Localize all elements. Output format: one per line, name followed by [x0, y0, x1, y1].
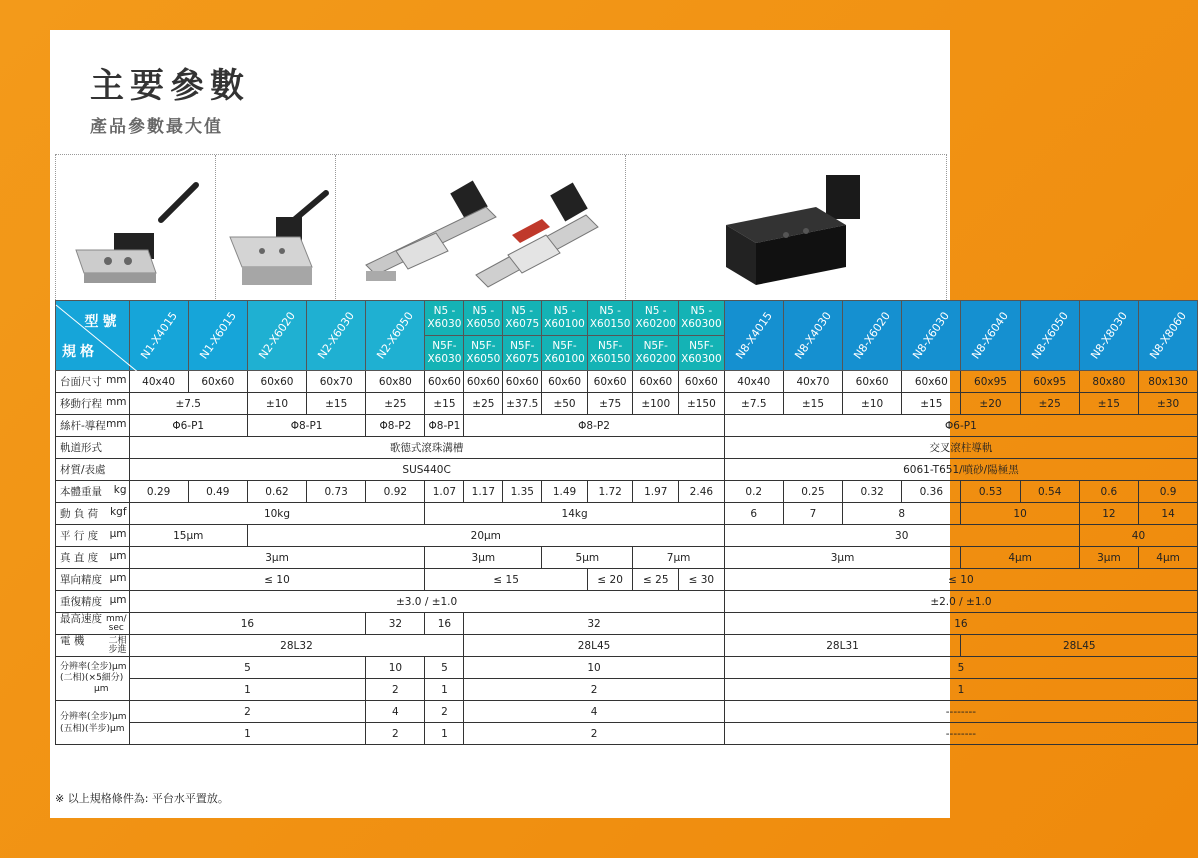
- table-cell: ±25: [464, 393, 503, 415]
- model-header: N5F- X60200: [633, 336, 679, 371]
- row-label: 最高速度 mm/ sec: [56, 613, 130, 635]
- model-header: N8-X6050: [1020, 301, 1079, 371]
- table-cell: 60x60: [425, 371, 464, 393]
- table-cell: 5: [724, 657, 1198, 679]
- table-cell: 7: [783, 503, 842, 525]
- table-cell: 10: [366, 657, 425, 679]
- model-header: N8-X8060: [1138, 301, 1197, 371]
- row-label: 動 負 荷 kgf: [56, 503, 130, 525]
- table-row: [56, 547, 1198, 569]
- table-cell: 80x130: [1138, 371, 1197, 393]
- model-header: N2-X6050: [366, 301, 425, 371]
- table-cell: Φ8-P2: [464, 415, 724, 437]
- table-cell: 60x80: [366, 371, 425, 393]
- table-cell: 5: [425, 657, 464, 679]
- table-cell: 10: [464, 657, 724, 679]
- table-cell: 1: [129, 723, 366, 745]
- model-header: N8-X6030: [902, 301, 961, 371]
- table-cell: --------: [724, 701, 1198, 723]
- model-header: N5F- X6030: [425, 336, 464, 371]
- table-row: [56, 723, 1198, 745]
- table-cell: 16: [724, 613, 1198, 635]
- table-cell: 4: [366, 701, 425, 723]
- table-cell: 2: [129, 701, 366, 723]
- table-cell: 32: [464, 613, 724, 635]
- table-cell: 14kg: [425, 503, 724, 525]
- table-cell: 30: [724, 525, 1079, 547]
- table-cell: 15μm: [129, 525, 247, 547]
- table-cell: ±50: [542, 393, 588, 415]
- table-cell: ±15: [783, 393, 842, 415]
- table-cell: ≤ 15: [425, 569, 587, 591]
- model-header: N8-X6020: [843, 301, 902, 371]
- table-cell: --------: [724, 723, 1198, 745]
- table-cell: 60x60: [633, 371, 679, 393]
- table-cell: ≤ 20: [587, 569, 633, 591]
- table-cell: 4: [464, 701, 724, 723]
- spec-card: [50, 30, 1189, 818]
- table-cell: 2.46: [679, 481, 725, 503]
- table-cell: 60x60: [464, 371, 503, 393]
- table-cell: 60x60: [587, 371, 633, 393]
- table-cell: ±30: [1138, 393, 1197, 415]
- table-cell: 1.97: [633, 481, 679, 503]
- table-cell: Φ8-P1: [247, 415, 365, 437]
- table-cell: ±10: [247, 393, 306, 415]
- model-header: N2-X6020: [247, 301, 306, 371]
- model-header: N5F- X6050: [464, 336, 503, 371]
- model-header: N5F- X60150: [587, 336, 633, 371]
- table-row: [56, 437, 1198, 459]
- model-header: N8-X8030: [1079, 301, 1138, 371]
- table-row: [56, 393, 1198, 415]
- table-cell: 60x60: [503, 371, 542, 393]
- table-cell: Φ8-P1: [425, 415, 464, 437]
- table-cell: 歌德式滾珠溝槽: [129, 437, 724, 459]
- table-row: [56, 481, 1198, 503]
- model-header: N5 - X60200: [633, 301, 679, 336]
- table-cell: ≤ 10: [724, 569, 1198, 591]
- table-cell: 80x80: [1079, 371, 1138, 393]
- page-subtitle: 產品參數最大值: [90, 117, 223, 137]
- table-cell: 0.53: [961, 481, 1020, 503]
- table-cell: 2: [366, 679, 425, 701]
- table-cell: 0.49: [188, 481, 247, 503]
- table-cell: 28L32: [129, 635, 464, 657]
- table-row: [56, 635, 1198, 657]
- table-cell: 2: [464, 723, 724, 745]
- table-cell: ±150: [679, 393, 725, 415]
- table-cell: 1.07: [425, 481, 464, 503]
- table-cell: ±20: [961, 393, 1020, 415]
- table-cell: 28L31: [724, 635, 961, 657]
- table-cell: ±15: [307, 393, 366, 415]
- table-cell: 32: [366, 613, 425, 635]
- table-cell: 60x60: [902, 371, 961, 393]
- table-cell: ±2.0 / ±1.0: [724, 591, 1198, 613]
- table-cell: 2: [366, 723, 425, 745]
- table-cell: Φ6-P1: [724, 415, 1198, 437]
- table-cell: 5μm: [542, 547, 633, 569]
- table-cell: 5: [129, 657, 366, 679]
- table-row: [56, 503, 1198, 525]
- row-label: 絲杆-導程 mm: [56, 415, 130, 437]
- table-cell: 2: [464, 679, 724, 701]
- table-cell: 12: [1079, 503, 1138, 525]
- table-cell: ±25: [1020, 393, 1079, 415]
- spec-table: [55, 300, 1198, 745]
- table-cell: 0.2: [724, 481, 783, 503]
- table-cell: 3μm: [724, 547, 961, 569]
- table-cell: ±15: [902, 393, 961, 415]
- table-cell: 60x95: [961, 371, 1020, 393]
- row-label: 本體重量 kg: [56, 481, 130, 503]
- row-label: 移動行程 mm: [56, 393, 130, 415]
- table-cell: ≤ 10: [129, 569, 425, 591]
- table-cell: 3μm: [425, 547, 542, 569]
- table-cell: 20μm: [247, 525, 724, 547]
- model-header: N2-X6030: [307, 301, 366, 371]
- table-row: [56, 525, 1198, 547]
- footnote: ※ 以上規格條件為: 平台水平置放。: [55, 792, 229, 805]
- table-cell: 交叉滾柱導軌: [724, 437, 1198, 459]
- table-cell: ≤ 25: [633, 569, 679, 591]
- table-cell: 6061-T651/噴砂/陽極黑: [724, 459, 1198, 481]
- row-label: 軌道形式: [56, 437, 130, 459]
- table-cell: ±75: [587, 393, 633, 415]
- table-cell: ±3.0 / ±1.0: [129, 591, 724, 613]
- model-header: N5 - X60150: [587, 301, 633, 336]
- table-cell: Φ6-P1: [129, 415, 247, 437]
- table-cell: 60x60: [188, 371, 247, 393]
- table-cell: 0.6: [1079, 481, 1138, 503]
- table-row: [56, 591, 1198, 613]
- table-row: [56, 701, 1198, 723]
- table-cell: 0.54: [1020, 481, 1079, 503]
- table-cell: 10kg: [129, 503, 425, 525]
- table-cell: 60x60: [843, 371, 902, 393]
- table-cell: 40: [1079, 525, 1197, 547]
- table-cell: 6: [724, 503, 783, 525]
- model-header: N5 - X6030: [425, 301, 464, 336]
- row-label: 分辨率(全步)μm (二相)(×5細分) μm: [56, 657, 130, 701]
- model-header: N5F- X60300: [679, 336, 725, 371]
- table-row: [56, 371, 1198, 393]
- row-label: 電 機 二相 步進: [56, 635, 130, 657]
- table-cell: 16: [425, 613, 464, 635]
- page-title: 主要參數: [90, 66, 250, 106]
- table-cell: 1: [425, 723, 464, 745]
- row-label: 台面尺寸 mm: [56, 371, 130, 393]
- model-header: N1-X4015: [129, 301, 188, 371]
- table-cell: 10: [961, 503, 1079, 525]
- model-header: N5 - X60300: [679, 301, 725, 336]
- table-cell: ±37.5: [503, 393, 542, 415]
- table-cell: 14: [1138, 503, 1197, 525]
- table-cell: 28L45: [464, 635, 724, 657]
- table-row: [56, 657, 1198, 679]
- table-cell: 3μm: [129, 547, 425, 569]
- table-cell: 0.36: [902, 481, 961, 503]
- table-cell: 28L45: [961, 635, 1198, 657]
- row-label: 分辨率(全步)μm (五相)(半步)μm: [56, 701, 130, 745]
- row-label: 平 行 度 μm: [56, 525, 130, 547]
- table-cell: 60x60: [247, 371, 306, 393]
- table-row: [56, 459, 1198, 481]
- model-header: N5 - X60100: [542, 301, 588, 336]
- model-header: N5 - X6075: [503, 301, 542, 336]
- table-cell: 0.62: [247, 481, 306, 503]
- model-header: N8-X4015: [724, 301, 783, 371]
- table-cell: 1.35: [503, 481, 542, 503]
- table-cell: 0.9: [1138, 481, 1197, 503]
- table-cell: 0.25: [783, 481, 842, 503]
- table-cell: ±7.5: [129, 393, 247, 415]
- table-cell: Φ8-P2: [366, 415, 425, 437]
- corner-model-label: 型號: [84, 313, 121, 330]
- model-header: N1-X6015: [188, 301, 247, 371]
- table-cell: 4μm: [961, 547, 1079, 569]
- table-cell: 1: [425, 679, 464, 701]
- table-cell: 0.32: [843, 481, 902, 503]
- header-corner: [56, 301, 130, 371]
- table-cell: 0.92: [366, 481, 425, 503]
- row-label: 單向精度 μm: [56, 569, 130, 591]
- table-cell: 1: [129, 679, 366, 701]
- table-row: [56, 679, 1198, 701]
- model-header: N8-X6040: [961, 301, 1020, 371]
- table-cell: 40x40: [724, 371, 783, 393]
- table-cell: 4μm: [1138, 547, 1197, 569]
- table-cell: ±15: [425, 393, 464, 415]
- table-cell: SUS440C: [129, 459, 724, 481]
- table-header-row: [56, 301, 1198, 336]
- table-cell: 60x60: [679, 371, 725, 393]
- row-label: 重復精度 μm: [56, 591, 130, 613]
- model-header: N5F- X6075: [503, 336, 542, 371]
- table-cell: 2: [425, 701, 464, 723]
- table-cell: 7μm: [633, 547, 724, 569]
- table-cell: 60x60: [542, 371, 588, 393]
- table-cell: 0.73: [307, 481, 366, 503]
- table-cell: 1.72: [587, 481, 633, 503]
- table-cell: ±100: [633, 393, 679, 415]
- table-row: [56, 613, 1198, 635]
- model-header: N8-X4030: [783, 301, 842, 371]
- table-cell: 1.49: [542, 481, 588, 503]
- table-cell: 40x70: [783, 371, 842, 393]
- row-label: 材質/表處: [56, 459, 130, 481]
- table-cell: 3μm: [1079, 547, 1138, 569]
- table-cell: ±7.5: [724, 393, 783, 415]
- table-cell: 60x70: [307, 371, 366, 393]
- table-cell: ±10: [843, 393, 902, 415]
- corner-spec-label: 規格: [62, 343, 98, 360]
- table-cell: 60x95: [1020, 371, 1079, 393]
- table-cell: ±15: [1079, 393, 1138, 415]
- table-cell: 1.17: [464, 481, 503, 503]
- model-header: N5 - X6050: [464, 301, 503, 336]
- row-label: 真 直 度 μm: [56, 547, 130, 569]
- table-cell: 8: [843, 503, 961, 525]
- table-cell: 0.29: [129, 481, 188, 503]
- table-row: [56, 569, 1198, 591]
- table-cell: ±25: [366, 393, 425, 415]
- table-cell: 40x40: [129, 371, 188, 393]
- table-cell: 16: [129, 613, 366, 635]
- model-header: N5F- X60100: [542, 336, 588, 371]
- table-row: [56, 415, 1198, 437]
- table-cell: 1: [724, 679, 1198, 701]
- table-cell: ≤ 30: [679, 569, 725, 591]
